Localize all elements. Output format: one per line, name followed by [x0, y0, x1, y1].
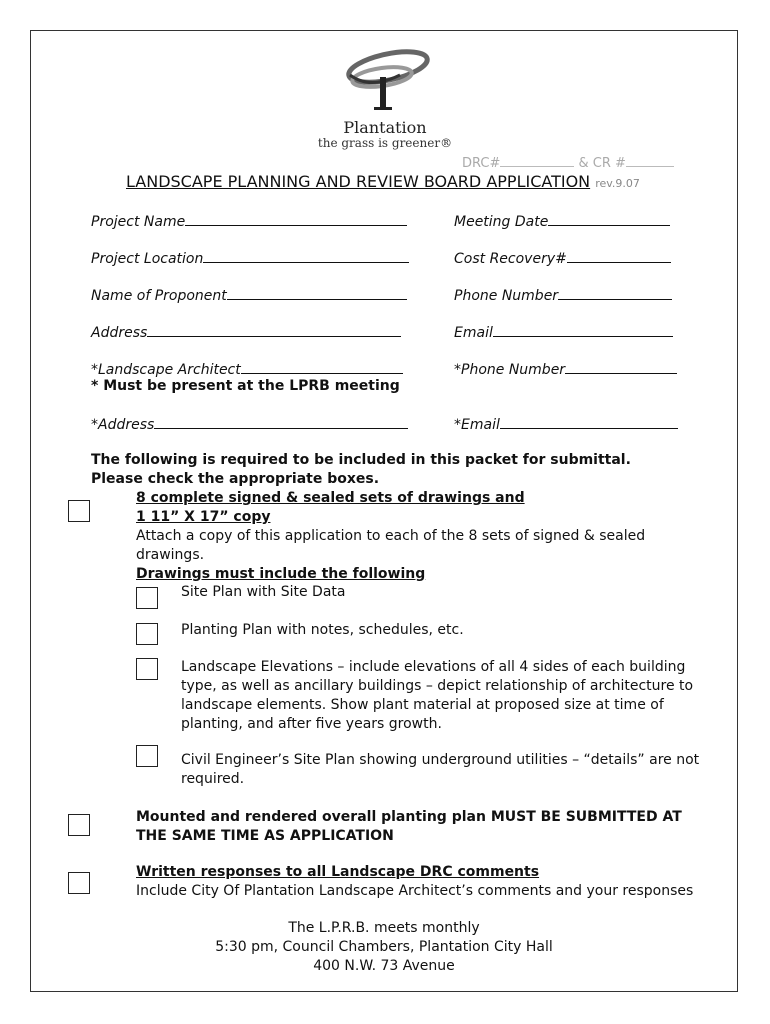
elevations-line-2: type, as well as ancillary buildings – depict relationship of architecture to	[181, 678, 694, 694]
architect-address-label: *Address	[91, 417, 155, 433]
meeting-date-field[interactable]	[454, 211, 670, 230]
written-responses-item	[136, 863, 693, 901]
elevations-line-4: planting, and after five years growth.	[181, 716, 442, 732]
phone-number-field[interactable]	[454, 285, 672, 304]
mounted-plan-item	[136, 808, 682, 846]
cost-recovery-field[interactable]	[454, 248, 671, 267]
brand-name: Plantation	[343, 118, 427, 137]
architect-phone-label: *Phone Number	[454, 362, 566, 378]
meeting-info-footer	[30, 919, 738, 976]
form-title-row	[126, 172, 640, 191]
planting-plan-item	[181, 621, 464, 640]
cr-label: & CR #	[578, 156, 626, 171]
architect-address-field[interactable]	[91, 414, 408, 433]
cost-recovery-label: Cost Recovery#	[454, 251, 567, 267]
elevations-line-1: Landscape Elevations – include elevations of all 4 sides of each building	[181, 659, 686, 675]
drawings-text-2: drawings.	[136, 547, 205, 563]
proponent-field[interactable]	[91, 285, 407, 304]
site-plan-text: Site Plan with Site Data	[181, 584, 346, 600]
brand-tagline: the grass is greener®	[317, 136, 453, 150]
written-responses-checkbox[interactable]	[68, 872, 90, 894]
civil-engineer-line-1: Civil Engineer’s Site Plan showing underground utilities – “details” are not	[181, 752, 700, 768]
footer-line-3: 400 N.W. 73 Avenue	[313, 958, 455, 974]
landscape-architect-field[interactable]	[91, 359, 403, 378]
architect-email-field[interactable]	[454, 414, 678, 433]
footer-line-2: 5:30 pm, Council Chambers, Plantation City Hall	[215, 939, 553, 955]
address-field[interactable]	[91, 322, 401, 341]
footer-line-1: The L.P.R.B. meets monthly	[288, 920, 480, 936]
project-location-label: Project Location	[91, 251, 204, 267]
email-label: Email	[454, 325, 493, 341]
landscape-architect-label: *Landscape Architect	[91, 362, 241, 378]
planting-plan-text: Planting Plan with notes, schedules, etc.	[181, 622, 464, 638]
drawings-sub-heading: Drawings must include the following	[136, 566, 426, 582]
intro-text	[91, 451, 631, 489]
email-field[interactable]	[454, 322, 673, 341]
drc-label: DRC#	[462, 156, 501, 171]
architect-email-label: *Email	[454, 417, 500, 433]
landscape-elevations-item	[181, 658, 693, 734]
brand-block	[300, 118, 470, 150]
site-plan-checkbox[interactable]	[136, 587, 158, 609]
cr-field[interactable]	[626, 152, 674, 167]
elevations-line-3: landscape elements. Show plant material at proposed size at time of	[181, 697, 664, 713]
drawings-sets-item	[136, 489, 645, 584]
revision-label: rev.9.07	[595, 177, 640, 190]
civil-engineer-checkbox[interactable]	[136, 745, 158, 767]
phone-number-label: Phone Number	[454, 288, 559, 304]
drawings-sets-checkbox[interactable]	[68, 500, 90, 522]
project-location-field[interactable]	[91, 248, 409, 267]
architect-phone-field[interactable]	[454, 359, 677, 378]
written-responses-text: Include City Of Plantation Landscape Architect’s comments and your responses	[136, 883, 694, 899]
civil-engineer-line-2: required.	[181, 771, 245, 787]
civil-engineer-item	[181, 751, 699, 789]
intro-line-2: Please check the appropriate boxes.	[91, 471, 380, 487]
project-name-label: Project Name	[91, 214, 186, 230]
drawings-heading-2: 1 11” X 17” copy	[136, 509, 271, 525]
must-present-note: * Must be present at the LPRB meeting	[91, 378, 400, 394]
proponent-label: Name of Proponent	[91, 288, 227, 304]
landscape-elevations-checkbox[interactable]	[136, 658, 158, 680]
mounted-plan-line-2: THE SAME TIME AS APPLICATION	[136, 828, 394, 844]
drawings-text-1: Attach a copy of this application to each of the 8 sets of signed & sealed	[136, 528, 646, 544]
mounted-plan-line-1: Mounted and rendered overall planting plan MUST BE SUBMITTED AT	[136, 809, 682, 825]
project-name-field[interactable]	[91, 211, 407, 230]
planting-plan-mounted-checkbox[interactable]	[68, 814, 90, 836]
drawings-heading-1: 8 complete signed & sealed sets of drawings and	[136, 490, 525, 506]
site-plan-item	[181, 583, 345, 602]
drc-field[interactable]	[500, 152, 574, 167]
address-label: Address	[91, 325, 148, 341]
plantation-tree-logo	[330, 45, 440, 115]
planting-plan-checkbox[interactable]	[136, 623, 158, 645]
form-title: LANDSCAPE PLANNING AND REVIEW BOARD APPLICATION	[126, 172, 591, 191]
meeting-date-label: Meeting Date	[454, 214, 549, 230]
intro-line-1: The following is required to be included in this packet for submittal.	[91, 452, 631, 468]
written-responses-heading: Written responses to all Landscape DRC comments	[136, 864, 540, 880]
drc-cr-line	[462, 152, 674, 171]
